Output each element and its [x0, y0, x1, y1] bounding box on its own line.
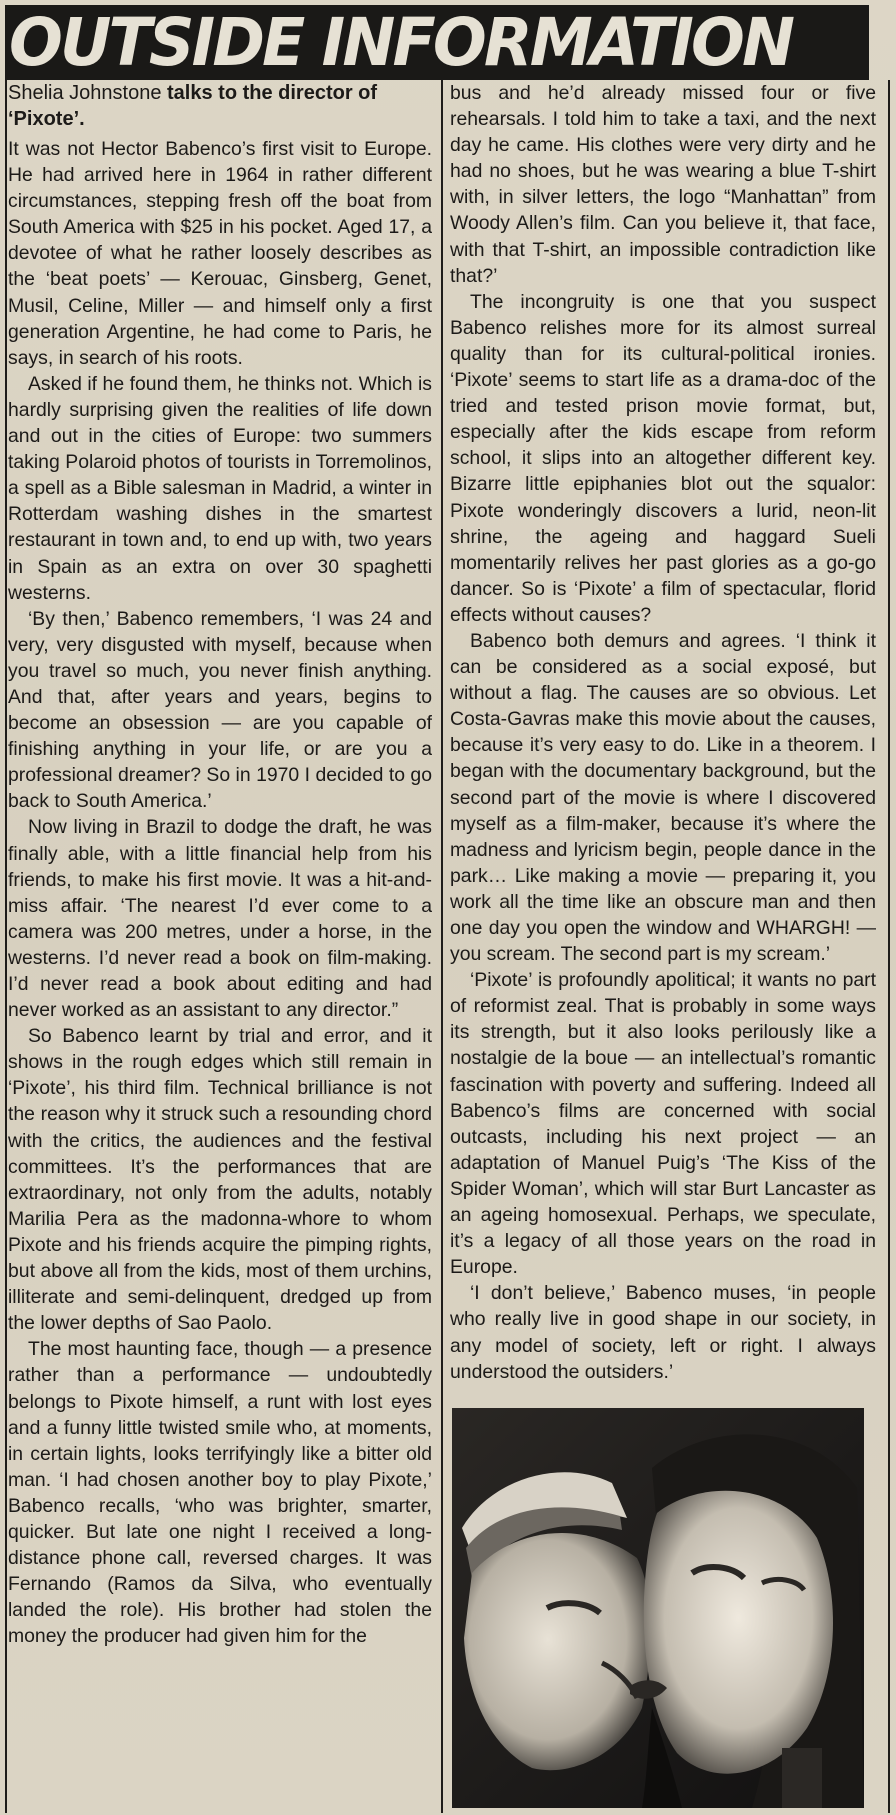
paragraph: It was not Hector Babenco’s first visit to Europe. He had arrived here in 1964 in rather different circumstances, stepping fresh off the boat from South America with $25 in his pocket. Aged 17, a devotee of what he rather loosely describes as the ‘beat poets’ — Kerouac, Ginsberg, Genet, Musil, Celine, Miller — and himself only a first generation Argentine, he had come to Paris, he says, in search of his roots.	[8, 138, 432, 369]
standfirst	[8, 80, 432, 132]
article-column-left	[8, 80, 432, 1810]
article-column-right	[450, 80, 876, 1410]
paragraph: Asked if he found them, he thinks not. Which is hardly surprising given the realities of life down and out in the cities of Europe: two summers taking Polaroid photos of tourists in Torremolinos, a spell as a Bible salesman in Madrid, a winter in Rotterdam washing dishes in the smartest restaurant in town and, to end up with, two years in Spain as an extra on over 30 spaghetti westerns.	[8, 372, 432, 604]
paragraph: ‘By then,’ Babenco remembers, ‘I was 24 and very, very disgusted with myself, because when you travel so much, you never finish anything. And that, after years and years, begins to become an obsession — are you capable of finishing anything in your life, or are you a professional dreamer? So in 1970 I decided to go back to South America.’	[8, 607, 432, 813]
paragraph: The most haunting face, though — a presence rather than a performance — undoubtedly belongs to Pixote himself, a runt with lost eyes and a funny little twisted smile who, at moments, in certain lights, looks terrifyingly like a bitter old man. ‘I had chosen another boy to play Pixote,’ Babenco recalls, ‘who was brighter, smarter, quicker. But late one night I received a long-distance phone call, reversed charges. It was Fernando (Ramos da Silva, who eventually landed the role). His brother had stolen the money the producer had given him for the	[8, 1338, 432, 1648]
paragraph: The incongruity is one that you suspect Babenco relishes more for its almost surreal quality than for its cultural-political ironies. ‘Pixote’ seems to start life as a drama-doc of the tried and tested prison movie format, but, especially after the kids escape from reform school, it slips into an altogether different key. Bizarre little epiphanies blot out the squalor: Pixote wonderingly discovers a lurid, neon-lit shrine, the ageing and haggard Sueli momentarily relives her past glories as a go-go dancer. So is ‘Pixote’ a film of spectacular, florid effects without causes?	[450, 290, 876, 626]
paragraph: Now living in Brazil to dodge the draft, he was finally able, with a little financial help from his friends, to make his first movie. It was a hit-and-miss affair. ‘The nearest I’d ever come to a camera was 200 metres, under a horse, in the westerns. I’d never read a book on film-making. I’d never read a book about editing and had never worked as an assistant to any director.”	[8, 816, 432, 1022]
section-banner	[5, 5, 869, 80]
banner-title: OUTSIDE INFORMATION	[9, 5, 793, 80]
author-name: Shelia Johnstone	[8, 82, 162, 104]
film-still-kiss-icon	[452, 1408, 864, 1808]
paragraph: So Babenco learnt by trial and error, and it shows in the rough edges which still remain in ‘Pixote’, his third film. Technical brilliance is not the reason why it struck such a resounding chord with the critics, the audiences and the festival committees. It’s the performances that are extraordinary, not only from the adults, notably Marilia Pera as the madonna-whore to whom Pixote and his friends acquire the pimping rights, but above all from the kids, most of them urchins, illiterate and semi-delinquent, dredged up from the lower depths of Sao Paolo.	[8, 1025, 432, 1335]
paragraph: Babenco both demurs and agrees. ‘I think it can be considered as a social exposé, but without a flag. The causes are so obvious. Let Costa-Gavras make this movie about the causes, because it’s very easy to do. Like in a theorem. I began with the documentary background, but the second part of the movie is where I discovered myself as a film-maker, because it’s where the madness and lyricism begin, people dance in the park… Like making a movie — preparing it, you work all the time like an obscure man and then one day you open the window and WHARGH! — you scream. The second part is my scream.’	[450, 629, 876, 966]
film-still-photo	[452, 1408, 864, 1808]
paragraph: bus and he’d already missed four or five rehearsals. I told him to take a taxi, and the next day he came. His clothes were very dirty and he had no shoes, but he was wearing a blue T-shirt with, in silver letters, the logo “Manhattan” from Woody Allen’s film. Can you believe it, that face, with that T-shirt, an impossible contradiction like that?’	[450, 82, 876, 287]
paragraph: ‘Pixote’ is profoundly apolitical; it wants no part of reformist zeal. That is probably in some ways its strength, but it also looks perilously like a nostalgie de la boue — an intellectual’s romantic fascination with poverty and suffering. Indeed all Babenco’s films are concerned with social outcasts, including his next project — an adaptation of Manuel Puig’s ‘The Kiss of the Spider Woman’, which will star Burt Lancaster as an ageing homosexual. Perhaps, we speculate, it’s a legacy of all those years on the road in Europe.	[450, 969, 876, 1279]
paragraph: ‘I don’t believe,’ Babenco muses, ‘in people who really live in good shape in our society, in any model of society, left or right. I always understood the outsiders.’	[450, 1282, 876, 1383]
standfirst-intro: talks to the director of ‘Pixote’.	[8, 82, 378, 130]
